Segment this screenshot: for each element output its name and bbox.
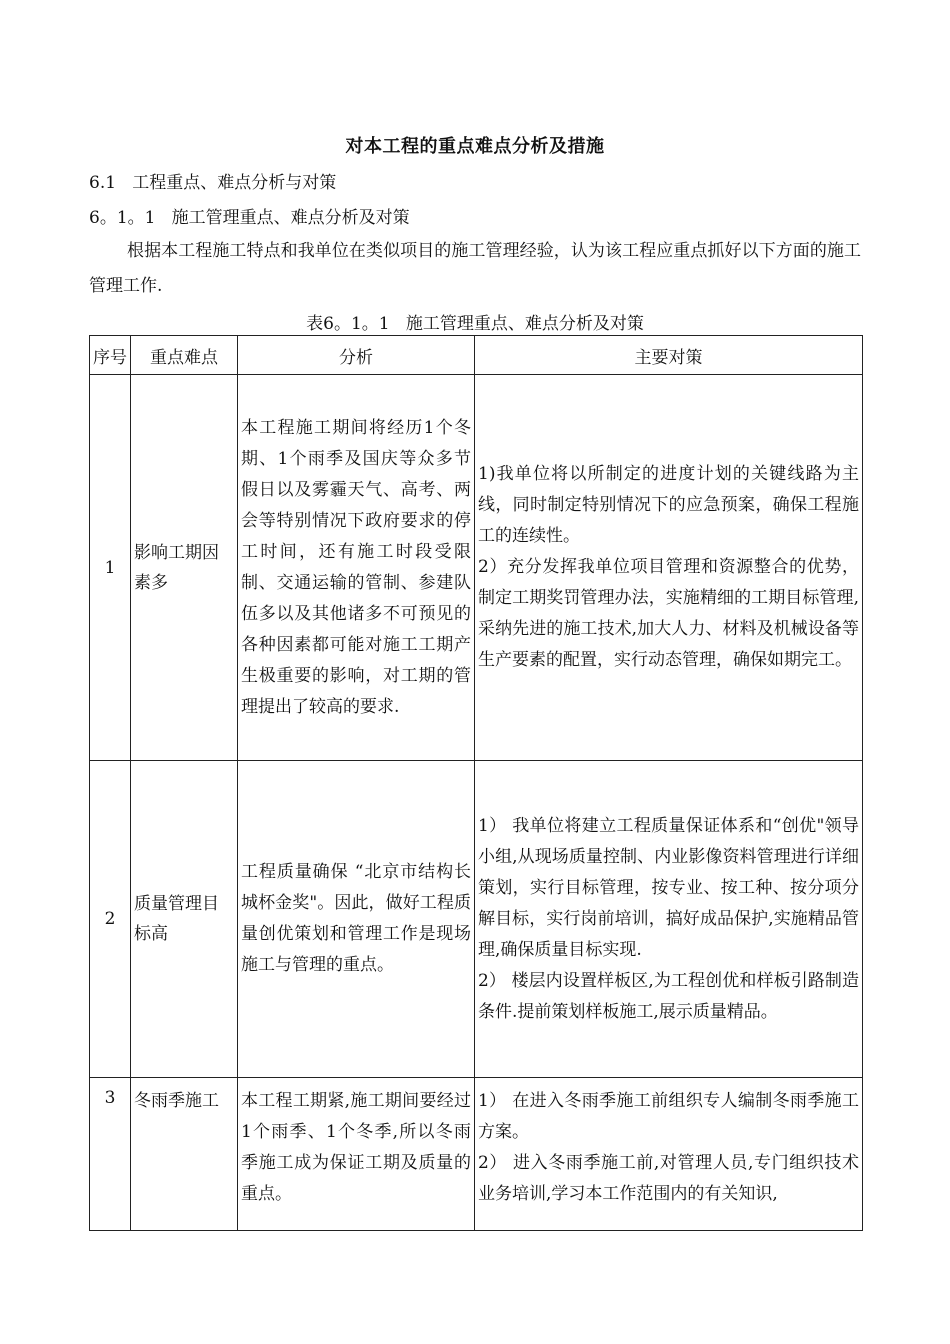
table-row	[90, 1078, 863, 1231]
row-measures	[475, 761, 863, 1078]
row-key-point: 冬雨季施工	[131, 1078, 238, 1231]
header-analysis: 分析	[238, 336, 475, 375]
table-caption: 表6。1。1 施工管理重点、难点分析及对策	[306, 314, 644, 334]
measure-item: 1） 我单位将建立工程质量保证体系和“创优"领导小组,从现场质量控制、内业影像资料管理进行详细策划，实行目标管理，按专业、按工种、按分项分解目标，实行岗前培训，搞好成品保护,实施精品管理,确保质量目标实现.	[478, 815, 859, 960]
measure-item: 1)我单位将以所制定的进度计划的关键线路为主线，同时制定特别情况下的应急预案，确保工程施工的连续性。	[478, 464, 859, 546]
row-analysis: 本工程工期紧,施工期间要经过1个雨季、1个冬季,所以冬雨季施工成为保证工期及质量的重点。	[238, 1078, 475, 1231]
header-no: 序号	[90, 336, 131, 375]
row-measures	[475, 375, 863, 761]
measure-item: 2） 进入冬雨季施工前,对管理人员,专门组织技术业务培训,学习本工作范围内的有关知识,	[478, 1153, 859, 1204]
row-measures	[475, 1078, 863, 1231]
row-key-point: 影响工期因素多	[131, 375, 238, 761]
section-heading: 6.1 工程重点、难点分析与对策	[89, 173, 337, 193]
subsection-heading: 6。1。1 施工管理重点、难点分析及对策	[89, 208, 410, 228]
document-title: 对本工程的重点难点分析及措施	[345, 136, 605, 157]
row-analysis: 本工程施工期间将经历1个冬期、1个雨季及国庆等众多节假日以及雾霾天气、高考、两会等特别情况下政府要求的停工时间，还有施工时段受限制、交通运输的管制、参建队伍多以及其他诸多不可预见的各种因素都可能对施工工期产生极重要的影响，对工期的管理提出了较高的要求.	[238, 375, 475, 761]
analysis-table	[89, 335, 863, 1231]
measure-item: 2）充分发挥我单位项目管理和资源整合的优势，制定工期奖罚管理办法，实施精细的工期目标管理,采纳先进的施工技术,加大人力、材料及机械设备等生产要素的配置，实行动态管理，确保如期完工。	[478, 557, 859, 670]
measure-item: 2） 楼层内设置样板区,为工程创优和样板引路制造条件.提前策划样板施工,展示质量精品。	[478, 970, 859, 1022]
measure-item: 1） 在进入冬雨季施工前组织专人编制冬雨季施工方案。	[478, 1091, 860, 1142]
row-number: 2	[90, 761, 131, 1078]
row-analysis: 工程质量确保 “北京市结构长城杯金奖"。因此，做好工程质量创优策划和管理工作是现场施工与管理的重点。	[238, 761, 475, 1078]
intro-paragraph: 根据本工程施工特点和我单位在类似项目的施工管理经验，认为该工程应重点抓好以下方面的施工管理工作.	[89, 241, 861, 296]
table-row	[90, 761, 863, 1078]
table-header-row	[90, 336, 863, 375]
row-key-point: 质量管理目标高	[131, 761, 238, 1078]
row-number: 1	[90, 375, 131, 761]
header-key-point: 重点难点	[131, 336, 238, 375]
header-measures: 主要对策	[475, 336, 863, 375]
table-row	[90, 375, 863, 761]
row-number: 3	[90, 1078, 131, 1231]
